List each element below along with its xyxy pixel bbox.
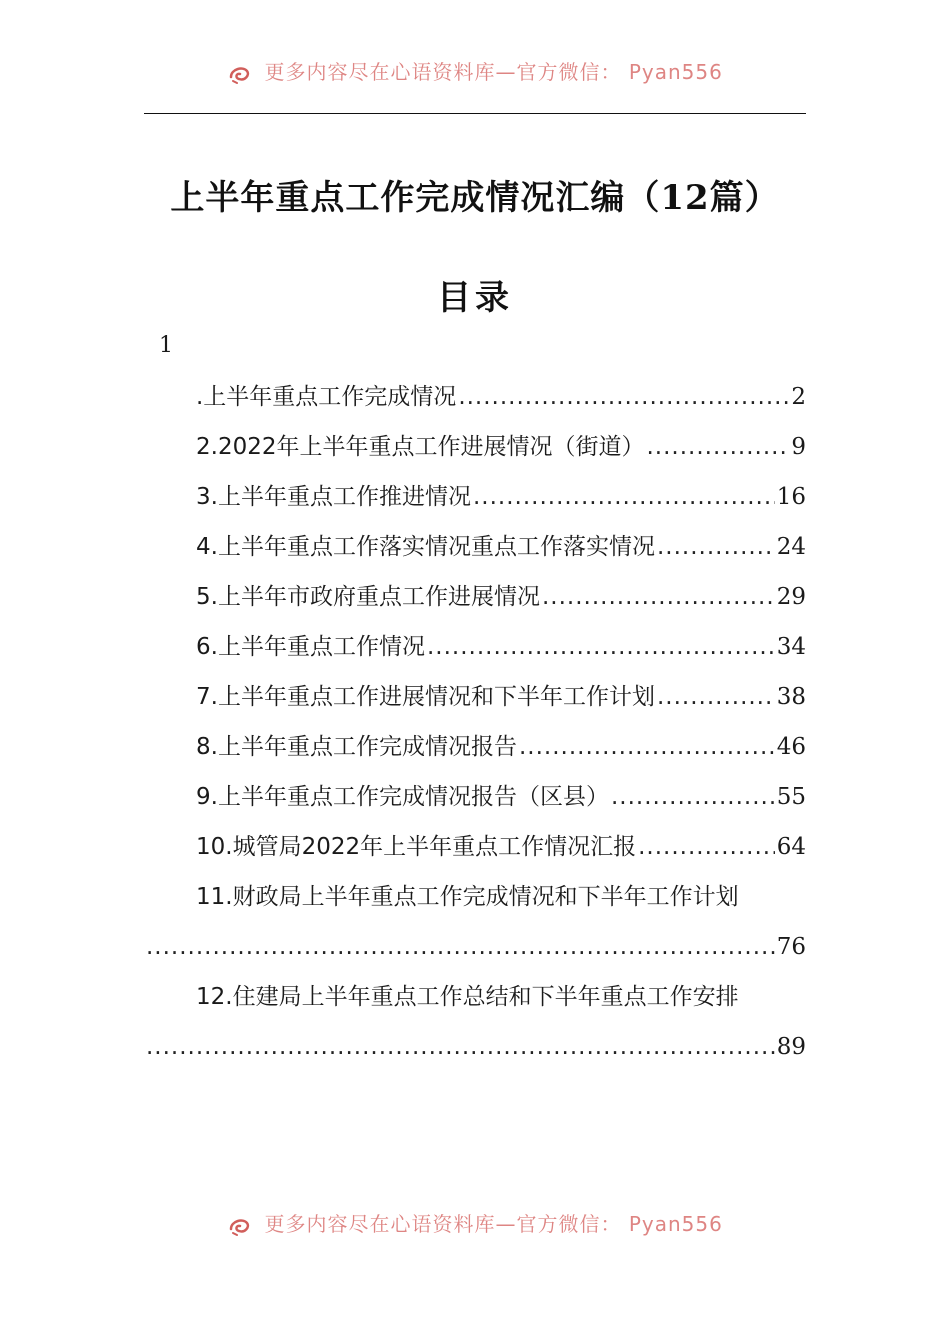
watermark-text: 更多内容尽在心语资料库—官方微信： Pyan556 [264, 1212, 723, 1236]
toc-leader-dots [657, 672, 775, 722]
toc-leader-dots [473, 472, 775, 522]
toc-entry-page: 2 [791, 384, 806, 410]
watermark-text: 更多内容尽在心语资料库—官方微信： Pyan556 [264, 60, 723, 84]
toc-entry-label: 2.2022年上半年重点工作进展情况（街道） [196, 434, 645, 460]
toc-entry-page: 64 [776, 834, 806, 860]
toc-entry-label: 5.上半年市政府重点工作进展情况 [196, 584, 540, 610]
toc-entry[interactable] [196, 672, 806, 722]
footer-watermark [0, 1208, 950, 1237]
toc-entry-page: 38 [776, 684, 806, 710]
toc-leader-dots [458, 372, 789, 422]
toc-entry[interactable] [196, 372, 806, 422]
toc-entry[interactable] [196, 422, 806, 472]
toc-leader-dots [146, 1022, 775, 1072]
toc-leader-dots [638, 822, 775, 872]
toc-entry-page: 89 [776, 1034, 806, 1060]
toc-leader-dots [611, 772, 775, 822]
toc-entry[interactable] [196, 572, 806, 622]
header-watermark [0, 56, 950, 85]
header-rule [144, 113, 806, 114]
toc-entry-label: 10.城管局2022年上半年重点工作情况汇报 [196, 834, 637, 860]
toc-lead-number: 1 [159, 333, 173, 358]
toc-entry-page: 9 [791, 434, 806, 460]
toc-entry-page: 34 [776, 634, 806, 660]
toc-entry-page: 16 [776, 484, 806, 510]
toc-entry-page: 29 [776, 584, 806, 610]
toc-leader-dots [519, 722, 775, 772]
document-title: 上半年重点工作完成情况汇编（12篇） [170, 178, 780, 218]
toc-heading: 目录 [437, 278, 513, 318]
toc-entry[interactable] [196, 472, 806, 522]
table-of-contents [196, 372, 806, 1072]
toc-leader-dots [542, 572, 775, 622]
toc-entry[interactable] [196, 522, 806, 572]
toc-entry[interactable] [196, 972, 806, 1072]
toc-entry-label: 9.上半年重点工作完成情况报告（区县） [196, 784, 609, 810]
toc-entry[interactable] [196, 622, 806, 672]
toc-entry[interactable] [196, 772, 806, 822]
toc-entry-label: 3.上半年重点工作推进情况 [196, 484, 471, 510]
toc-entry[interactable] [196, 872, 806, 972]
toc-entry-label: 4.上半年重点工作落实情况重点工作落实情况 [196, 534, 655, 560]
toc-entry[interactable] [196, 722, 806, 772]
toc-entry-page: 24 [776, 534, 806, 560]
toc-entry-label: 11.财政局上半年重点工作完成情况和下半年工作计划 [196, 884, 739, 910]
toc-entry-label: 8.上半年重点工作完成情况报告 [196, 734, 517, 760]
toc-entry-page: 55 [776, 784, 806, 810]
toc-entry-label: 7.上半年重点工作进展情况和下半年工作计划 [196, 684, 655, 710]
toc-leader-dots [657, 522, 775, 572]
toc-leader-dots [427, 622, 775, 672]
toc-entry-label: 6.上半年重点工作情况 [196, 634, 425, 660]
toc-entry-page: 76 [776, 934, 806, 960]
toc-entry-label: .上半年重点工作完成情况 [196, 384, 457, 410]
swirl-logo-icon [227, 1215, 253, 1237]
toc-entry-page: 46 [776, 734, 806, 760]
toc-entry-label: 12.住建局上半年重点工作总结和下半年重点工作安排 [196, 984, 739, 1010]
toc-entry[interactable] [196, 822, 806, 872]
swirl-logo-icon [227, 63, 253, 85]
toc-leader-dots [146, 922, 775, 972]
toc-leader-dots [646, 422, 789, 472]
